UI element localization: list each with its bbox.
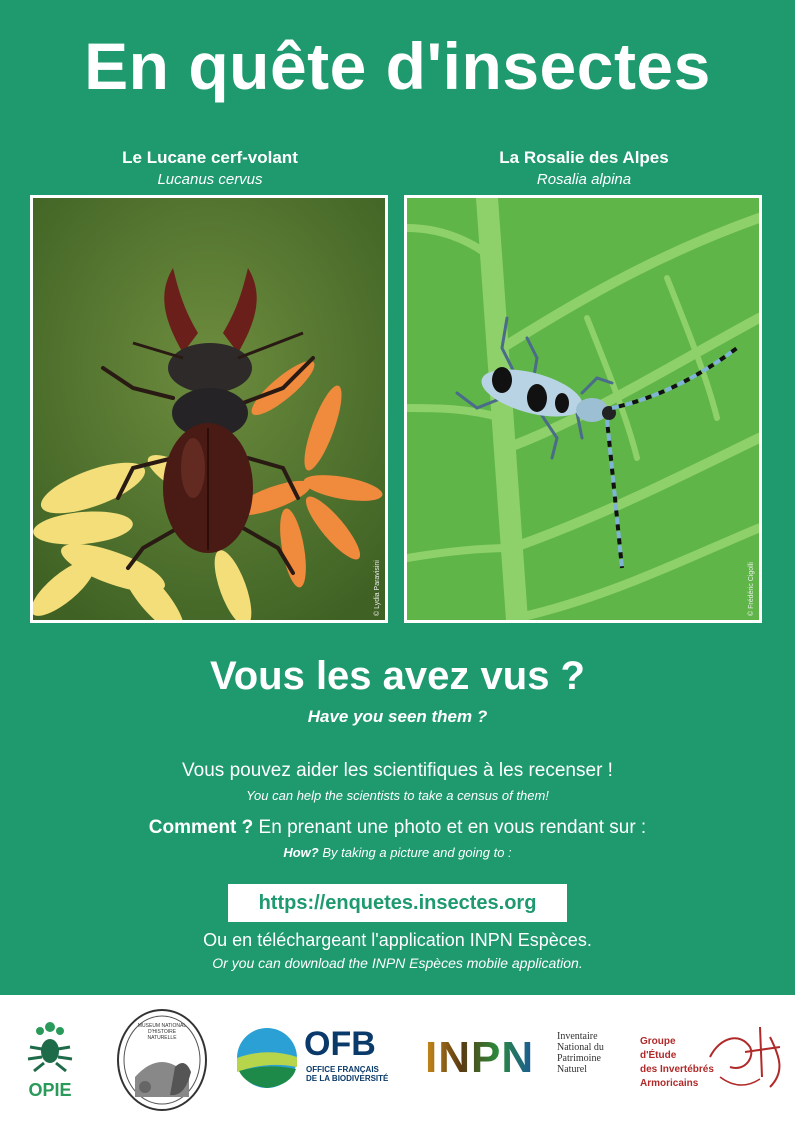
how-rest: En prenant une photo et en vous rendant sur : <box>253 817 647 838</box>
help-text-en: You can help the scientists to take a census of them! <box>246 788 549 803</box>
insect-name: La Rosalie des Alpes <box>499 148 669 167</box>
how-text <box>0 817 795 839</box>
insect-caption-2 <box>404 148 764 188</box>
how-label: Comment ? <box>148 817 254 838</box>
opie-logo <box>20 1019 80 1099</box>
gretia-logo <box>640 1017 790 1107</box>
app-text: Ou en téléchargeant l'application INPN Espèces. <box>203 930 592 950</box>
gretia-subtitle: Groupe d'Étude des Invertébrés Armoricains <box>640 1036 714 1089</box>
inpn-subtitle: Inventaire National du Patrimoine Naturel <box>557 1031 604 1075</box>
question-heading-en: Have you seen them ? <box>307 707 488 726</box>
gretia-signature-icon <box>700 1017 790 1097</box>
insect-latin-name: Rosalia alpina <box>536 171 632 188</box>
photo-credit: © Lydia Paravisini <box>374 560 381 616</box>
ofb-label: OFB <box>304 1025 376 1063</box>
website-link[interactable]: https://enquetes.insectes.org <box>228 884 567 922</box>
insect-caption-1 <box>30 148 390 188</box>
how-rest-en: By taking a picture and going to : <box>318 845 512 860</box>
how-text-en <box>0 845 795 860</box>
help-text: Vous pouvez aider les scientifiques à les recenser ! <box>182 760 613 781</box>
app-text-en: Or you can download the INPN Espèces mobile application. <box>212 955 583 971</box>
ofb-subtitle: OFFICE FRANÇAIS DE LA BIODIVERSITÉ <box>306 1065 389 1083</box>
ofb-globe-icon <box>236 1027 298 1089</box>
mnhn-seal <box>115 1007 209 1113</box>
how-label-en: How? <box>283 845 319 860</box>
partner-logos <box>0 995 795 1125</box>
page-title: En quête d'insectes <box>84 29 711 103</box>
mnhn-label: MUSEUM NATIONAL D'HISTOIRE NATURELLE <box>137 1023 187 1041</box>
opie-label: OPIE <box>28 1080 72 1100</box>
stag-beetle-photo <box>30 195 388 623</box>
inpn-logo <box>425 1025 630 1095</box>
ofb-logo <box>236 1027 396 1091</box>
insect-latin-name: Lucanus cervus <box>157 171 263 188</box>
inpn-label: INPN <box>425 1033 535 1082</box>
question-heading: Vous les avez vus ? <box>210 654 585 698</box>
photo-credit: © Frédéric Cigolli <box>748 562 755 616</box>
opie-insect-icon <box>20 1019 80 1075</box>
insect-name: Le Lucane cerf-volant <box>122 148 298 167</box>
rosalia-photo <box>404 195 762 623</box>
